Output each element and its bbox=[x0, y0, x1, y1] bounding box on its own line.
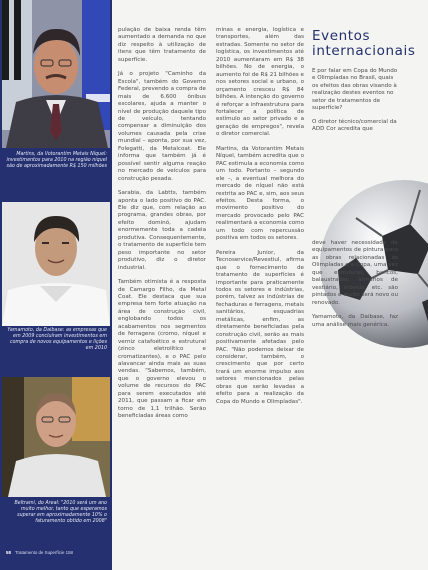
article-column-c bbox=[312, 240, 398, 336]
paragraph: O diretor técnico/comercial da ADD Cor acredita que bbox=[312, 118, 397, 133]
paragraph: Sarabia, da Labtts, também aponta o lado positivo do PAC. Ele diz que, com relação ao programa, grandes obras, por efeito dominó, ajudam enormemente toda a cadeia produtiva. Consequentemente, o tratamento de superfície tem peso importante no setor produtivo, diz o diretor industrial. bbox=[118, 190, 206, 271]
caption-yamamoto: Yamamoto, da Daibase: as empresas que em 2009 concluíram investimentos em compra de novos equipamentos e lições em 2010 bbox=[7, 328, 107, 352]
photo-sidebar bbox=[0, 0, 112, 570]
paragraph: Também otimista é a resposta de Camargo Filho, da Metal Coat. Ele destaca que sua empresa tem forte atuação na área de construção civil, englobando todos os acabamentos nos segmentos de ferragens (cromo, níquel e verniz catafoético e estrutural (zinco eletrolítico e cromatizantes), e o PAC pelo alavancar ainda mais as suas vendas. "Sabemos, também, que o governo elevou o volume de recursos do PAC para serem executados até 2011, que passam a ficar em torno de 1,1 trilhão. Serão beneficiadas áreas como bbox=[118, 279, 206, 420]
paragraph: pulação de baixa renda têm aumentado a demanda no que diz respeito à utilização de itens que têm tratamento de superfície. bbox=[118, 27, 206, 63]
caption-beltrami: Beltrami, do Areal: "2010 será um ano muito melhor, tanto que esperamos superar em aproximadamente 10% o faturamento obtido em 2008" bbox=[14, 501, 107, 525]
photo-yamamoto bbox=[2, 202, 110, 326]
caption-martins: Martins, da Votorantim Metais Níquel: investimentos para 2010 na região niquel são de aproximadamente R$ 150 milhões bbox=[6, 152, 107, 170]
magazine-name: Tratamento de Superfície 158 bbox=[15, 550, 73, 555]
paragraph: Já o projeto "Caminho da Escola", também do Governo Federal, prevendo a compra de mais de 6.600 ônibus escolares, ajuda a manter o nível de produção daquele tipo de veículo, tentando compensar a diminuição dos volumes causada pela crise mundial – aponta, por sua vez, Folegatti, da Metalcoat. Ele informa que também já é possível sentir alguma reação no mercado de veículos para construção pesada. bbox=[118, 71, 206, 182]
section-intro bbox=[312, 68, 400, 140]
page-number: 58 bbox=[6, 550, 11, 555]
paragraph: Pereira Junior, da Tecnoservice/Revestiul, afirma que o fornecimento de tratamento de superfícies é importante para praticamente todos os setores e indústrias, porém, talvez as indústrias de fechaduras e ferragens, metais sanitários, esquadrias metálicas, enfim, as diretamente beneficiadas pela construção civil, serão as mais positivamente afetadas pelo PAC. "Não podemos deixar de considerar, também, o crescimento que por certo trará um enorme impulso aos setores mencionados pelas obras que serão levadas a efeito para a realização da Copa do Mundo e Olimpíadas". bbox=[216, 249, 304, 405]
article-column-b bbox=[216, 27, 304, 413]
photo-beltrami bbox=[2, 377, 110, 497]
section-heading: Eventos internacionais bbox=[312, 28, 416, 59]
paragraph: Martins, da Votorantim Metais Níquel, também acredita que o PAC estimula a economia como um todo. Portanto – segundo ele –, a eventual melhora do mercado de níquel não está restrita ao PAC e, sim, aos seus efeitos. Desta forma, o movimento positivo do mercado provocado pelo PAC realimentará a economia como um todo com repercussão positiva em todos os setores. bbox=[216, 145, 304, 242]
paragraph: deve haver necessidade de equipamentos de pintura para as obras relacionadas às Olimpíadas e à Copa, uma vez que estruturas, bancos, balaustradas, armários de vestiário, móveis, etc. são pintados e muito será novo ou renovado. bbox=[312, 240, 398, 306]
photo-martins bbox=[2, 0, 110, 148]
article-column-a bbox=[118, 27, 206, 428]
paragraph: minas e energia, logística e transportes, além das estradas. Somente no setor de logística, os investimentos até 2010 aumentaram em R$ 38 bilhões. No de energia, o aumento foi de R$ 21 bilhões e nos setores social e urbano, o orçamento cresceu R$ 84 bilhões. A intenção do governo é reforçar a infraestrutura para fortalecer a política de estímulo ao setor privado e a geração de empregos", revela o diretor comercial. bbox=[216, 27, 304, 138]
page-footer bbox=[6, 550, 73, 555]
paragraph: E por falar em Copa do Mundo e Olimpíadas no Brasil, quais os efeitos das obras visando à realização destes eventos no setor de tratamentos de superfície? bbox=[312, 68, 398, 112]
paragraph: Yamamoto, da Daibase, faz uma análise mais genérica. bbox=[312, 314, 398, 328]
